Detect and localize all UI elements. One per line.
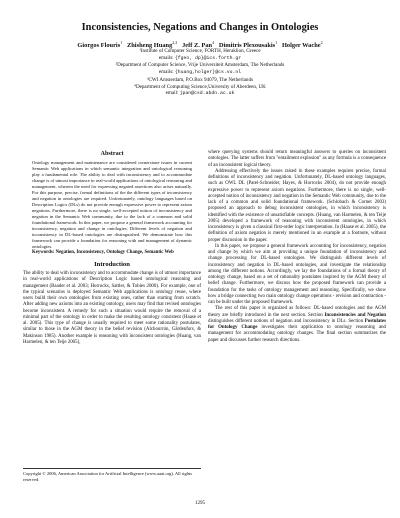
body-paragraph	[208, 306, 386, 344]
body-text: distinguishes different notions of negation and inconsistency in DLs. Section	[208, 318, 365, 324]
affiliations	[20, 48, 380, 98]
body-text: The rest of this paper is organized as follows: DL-based ontologies and the AGM theory are briefly introduced in the next section. Section	[208, 306, 386, 318]
author-affiliation-mark: 1	[120, 40, 123, 45]
body-text: investigates their application to ontology reasoning and management for accommodating ontology changes. The final section summarizes the paper and discusses further research directions.	[208, 325, 387, 343]
paper-title: Inconsistencies, Negations and Changes in Ontologies	[81, 22, 319, 33]
body-paragraph: Addressing effectively the issues raised in these examples requires precise, formal definitions of inconsistency and negation. Unfortunately, DL-based ontology languages, such as OWL DL (Patel-Schneider, Hayes, & Horrocks 2004), do not provide enough expressive power to represent axiom negations. Furthermore, there is no single, well-accepted notion of inconsistency and negation in the Semantic Web community, due to the lack of a common and solid foundational framework. (Schlobach & Cornet 2003) proposed an approach to debug inconsistent ontologies, in which inconsistency is identified with the existence of unsatisfiable concepts. (Huang, van Harmelen, & ten Teije 2005) developed a framework of reasoning with inconsistent ontologies, in which inconsistency is given a classical first-order logic interpretation. In (Haase et al. 2005), the definition of axiom negation is merely mentioned in an example at a footnote, without proper discussion in the paper.	[208, 168, 386, 243]
affiliation-line: ¹Institute of Computer Science, FORTH, Heraklion, Greece	[139, 48, 261, 54]
email-line	[20, 90, 380, 98]
section-reference: Postulates for Ontology Change	[208, 318, 386, 330]
keywords: Keywords: Negation, Inconsistency, Ontology Change, Semantic Web	[32, 250, 174, 255]
author-name: Giorgos Flouris	[77, 42, 121, 50]
section-heading-introduction: Introduction	[94, 261, 130, 269]
author-name: Jeff Z. Pan	[182, 42, 213, 50]
email-address: jpan@csd.abdn.ac.uk	[179, 91, 235, 97]
author-name: Dimitris Plexousakis	[218, 42, 276, 50]
abstract-text: Ontology management and maintenance are considered cornerstone issues in current Semantic Web applications in which semantic integration and ontological reasoning play a fundamental role. The ability to deal with inconsistency and to accommodate change is of utmost importance in real-world applications of ontological reasoning and management, wherein the need for expressing negated assertions also arises naturally. For this purpose, precise, formal definitions of the the different types of inconsistency and negation in ontologies are required. Unfortunately, ontology languages based on Description Logics (DLs) do not provide enough expressive power to represent axiom negations. Furthermore, there is no single, well-accepted notion of inconsistency and negation in the Semantic Web community, due to the lack of a common and solid foundational framework. In this paper, we propose a general framework accounting for inconsistency, negation and change in ontologies. Different levels of negation and inconsistency in DL-based ontologies are distinguished. We demonstrate how this framework can provide a foundation for reasoning with and management of dynamic ontologies.	[32, 160, 192, 249]
affiliation-line: ³CWI Amsterdam, P.O.Box 94079, The Netherlands	[147, 76, 253, 83]
body-paragraph: In this paper, we propose a general framework accounting for inconsistency, negation and change by which we aim at providing a unique foundation of inconsistency and change processing for DL-based ontologies. We distinguish different levels of inconsistency and negation in DL-based ontologies, and investigate the relationship among the different notions. Accordingly, we lay the foundations of a formal theory of ontology change, based on a set of rationality postulates inspired by the AGM theory of belief change. Furthermore, we discuss how the proposed framework can provide a foundation for the tasks of ontology management and reasoning. Specifically, we show how a bridge connecting two main ontology change operations - revision and contraction - can be built under the proposed framework.	[208, 243, 386, 305]
abstract	[23, 150, 201, 256]
abstract-heading: Abstract	[100, 150, 124, 157]
right-column	[208, 150, 386, 344]
affiliation-line: ²Department of Computer Science, Vrije Universiteit Amsterdam, The Netherlands	[115, 62, 285, 69]
email-line	[20, 69, 380, 77]
email-address: {fgeo, dp}@ics.forth.gr	[174, 55, 242, 61]
author-affiliation-mark: 2,3	[172, 40, 178, 45]
email-address: {huang,holger}@cs.vu.nl	[174, 70, 242, 76]
author-name: Holger Wache	[281, 42, 321, 50]
author-name: Zhisheng Huang	[126, 42, 173, 50]
email-prefix: emails:	[158, 54, 175, 61]
email-prefix: email:	[165, 90, 180, 97]
body-paragraph: where querying systems should return meaningful answers to queries on inconsistent ontologies. The latter suffers from "entailment explosion" as any formula is a consequence of an inconsistent logical theory.	[208, 150, 386, 168]
author-affiliation-mark: 2	[320, 40, 323, 45]
section-reference: Inconsistencies and Negation	[324, 312, 386, 318]
affiliation-line: ⁴Department of Computing Science,University of Aberdeen, UK	[134, 83, 266, 90]
body-paragraph: The ability to deal with inconsistency and to accommodate change is of utmost importance in real-world applications of Description Logic based ontological reasoning and management (Baader et al. 2003; Horrocks, Sattler, & Tobies 2000). For example, one of the typical scenarios is deployed Semantic Web applications is ontology reuse, where users build their own ontologies from existing ones, rather than starting from scratch. After adding new axioms into an existing ontology, users may find that revised ontologies become inconsistent. A remedy for such a situation would require the removal of a minimal part of the ontology in order to make the resulting ontology consistent (Haase et al. 2005). This type of change is usually required to meet some rationality postulates, similar to those in the AGM theory in the belief revision (Alchourrón, Gärdenfors, & Makinson 1985). Another example is reasoning with inconsistent ontologies (Huang, van Harmelen, & ten Teije 2005),	[23, 271, 201, 345]
page-number: 1295	[194, 500, 206, 506]
left-column	[23, 150, 201, 346]
author-affiliation-mark: 1	[275, 40, 278, 45]
author-affiliation-mark: 4	[212, 40, 215, 45]
email-prefix: emails:	[158, 69, 175, 76]
copyright-notice: Copyright © 2006, American Association for Artificial Intelligence (www.aaai.org). All rights reserved.	[23, 468, 201, 483]
